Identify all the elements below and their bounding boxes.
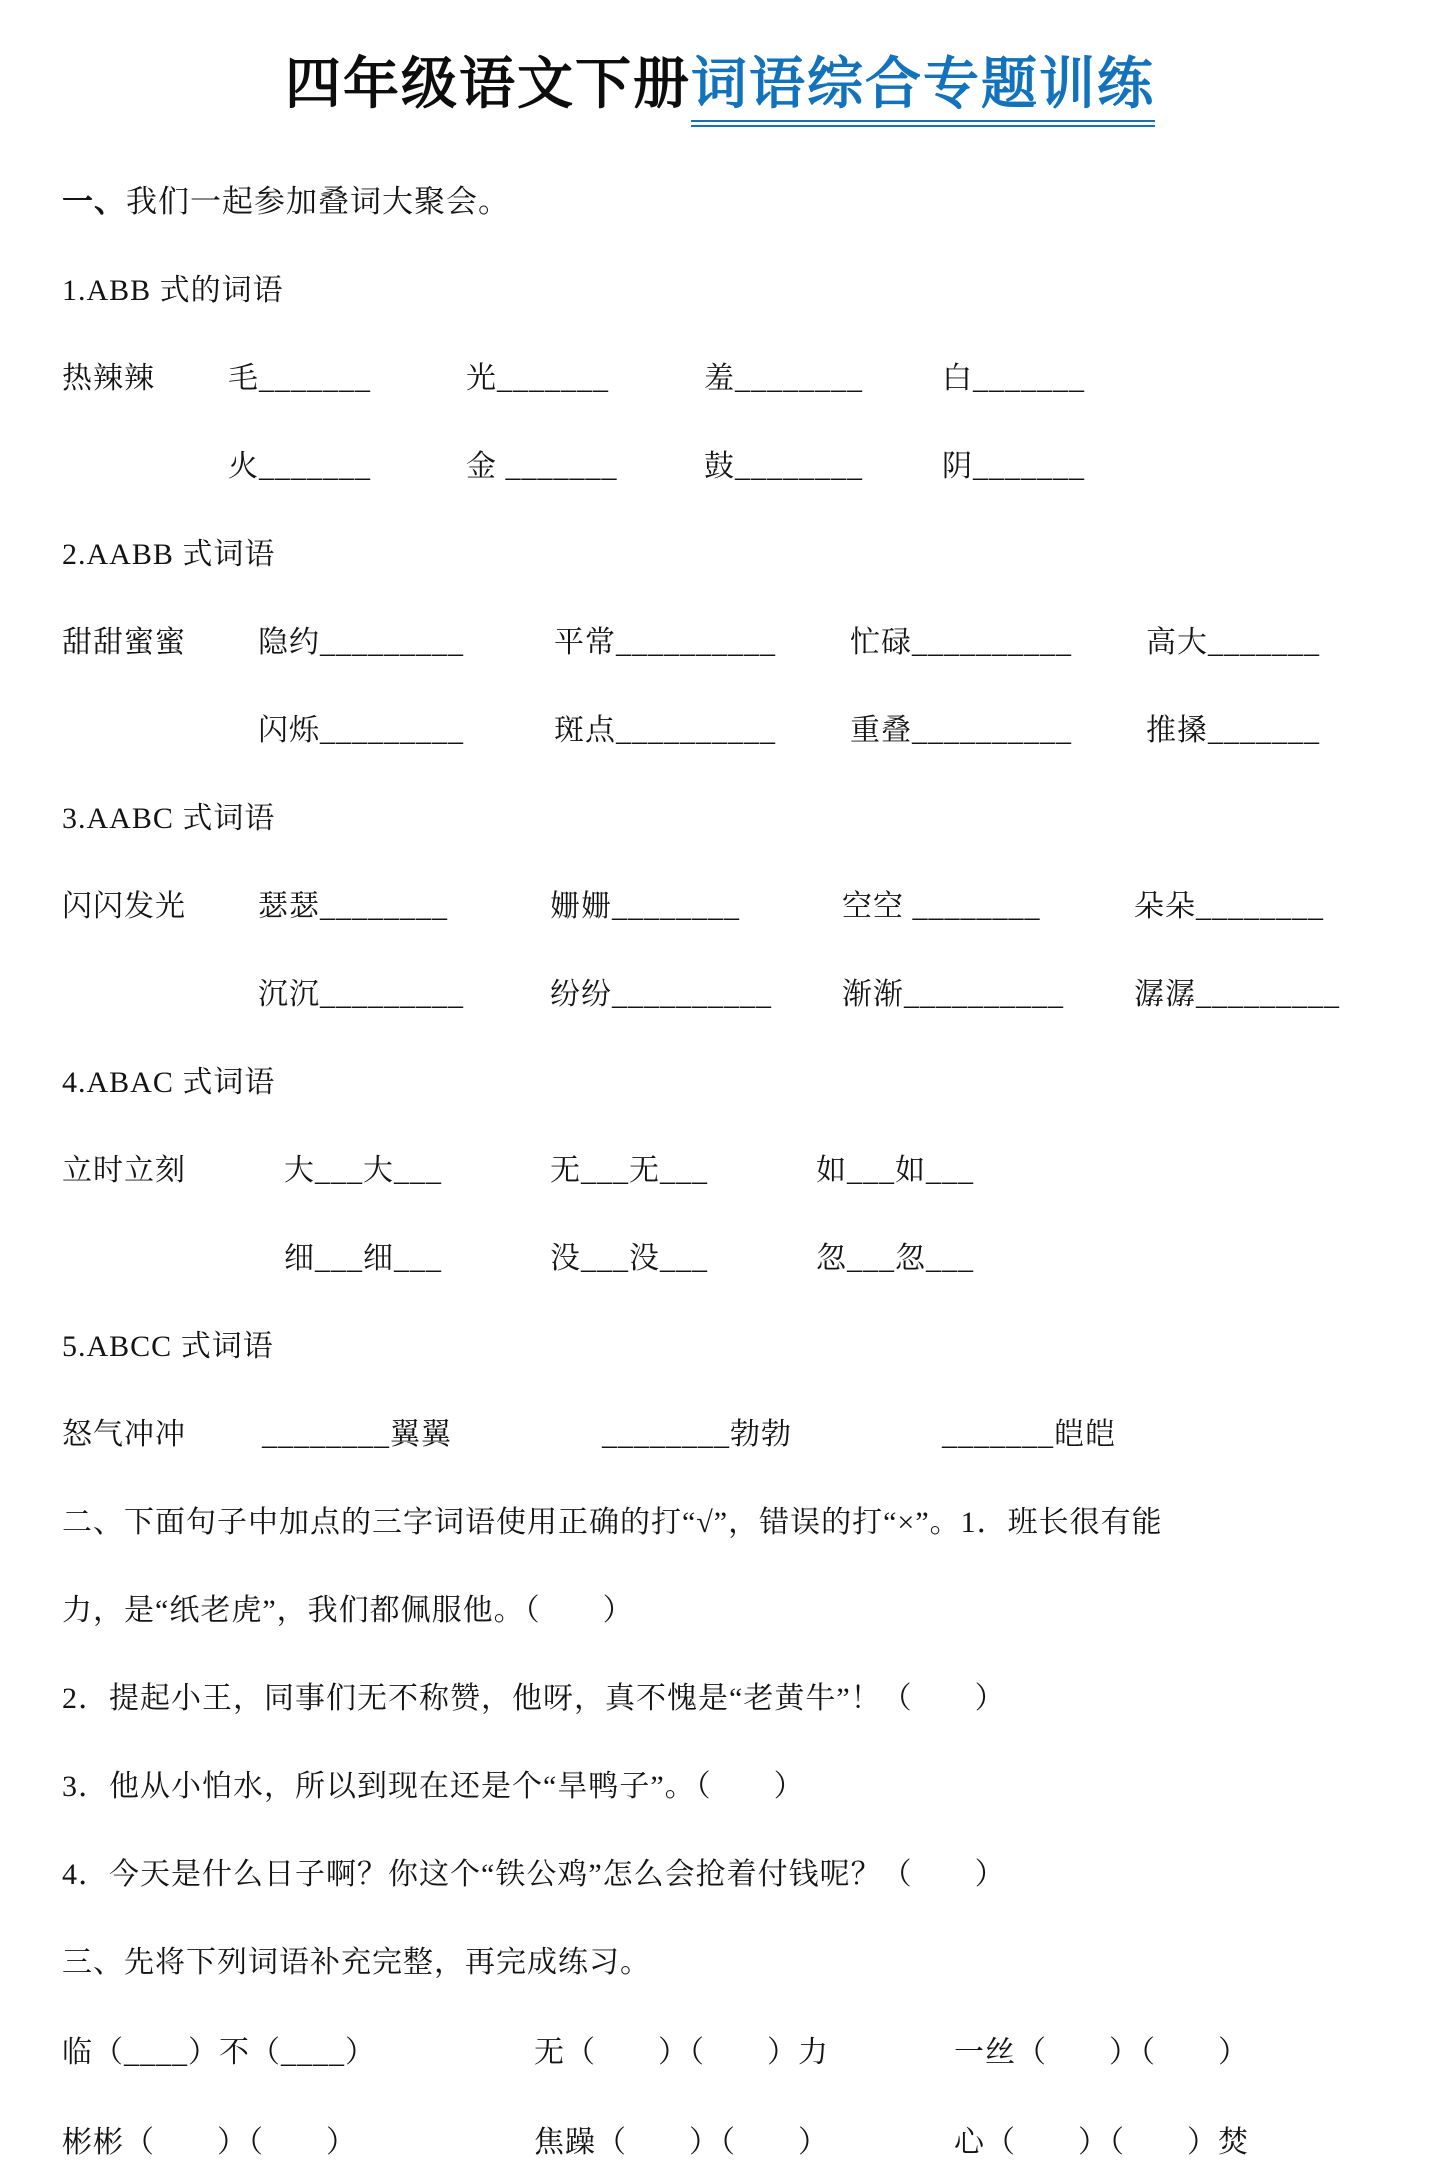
fill-blank: _______皑皑 <box>942 1418 1116 1451</box>
example-word: 甜甜蜜蜜 <box>62 626 186 659</box>
section-3-heading: 三、先将下列词语补充完整，再完成练习。 <box>62 1946 651 1979</box>
fill-blank: ________勃勃 <box>602 1418 792 1451</box>
fill-blank: 光_______ <box>466 362 609 395</box>
fill-blank: 潺潺_________ <box>1134 978 1340 1011</box>
fill-blank: 忙碌__________ <box>850 626 1072 659</box>
fill-blank: 渐渐__________ <box>842 978 1064 1011</box>
word-completion: 焦躁（ ）（ ） <box>534 2126 829 2159</box>
title-black-part: 四年级语文下册 <box>285 52 691 115</box>
section-1-heading <box>62 176 1378 221</box>
fill-blank: 平常__________ <box>554 626 776 659</box>
section-1-text: 我们一起参加叠词大聚会。 <box>126 184 510 219</box>
fill-blank: 隐约_________ <box>258 626 464 659</box>
word-completion: 彬彬（ ）（ ） <box>62 2126 357 2159</box>
fill-blank: 斑点__________ <box>554 714 776 747</box>
judge-item-3: 3．他从小怕水，所以到现在还是个“旱鸭子”。（ ） <box>62 1770 805 1803</box>
aabb-row-2 <box>62 705 1378 749</box>
example-word: 立时立刻 <box>62 1154 186 1187</box>
title-blue-part: 词语综合专题训练 <box>691 52 1155 127</box>
fill-blank: 朵朵________ <box>1134 890 1324 923</box>
page-title <box>62 40 1378 120</box>
group-abcc-label: 5.ABCC 式词语 <box>62 1330 274 1363</box>
complete-words-row-2 <box>62 2117 1378 2161</box>
group-abac-label: 4.ABAC 式词语 <box>62 1066 276 1099</box>
fill-blank: 空空 ________ <box>842 890 1041 923</box>
fill-blank: 火_______ <box>228 450 371 483</box>
fill-blank: 毛_______ <box>228 362 371 395</box>
fill-blank: 没___没___ <box>550 1242 708 1275</box>
aabc-row-2 <box>62 969 1378 1013</box>
abcc-row-1 <box>62 1409 1378 1453</box>
group-aabb-label: 2.AABB 式词语 <box>62 538 276 571</box>
abb-row-1 <box>62 353 1378 397</box>
fill-blank: 忽___忽___ <box>816 1242 974 1275</box>
example-word: 热辣辣 <box>62 362 155 395</box>
example-word: 闪闪发光 <box>62 890 186 923</box>
section-2-heading-line-2: 力，是“纸老虎”，我们都佩服他。（ ） <box>62 1594 634 1627</box>
word-completion: 临（____）不（____） <box>62 2036 376 2069</box>
fill-blank: 姗姗________ <box>550 890 740 923</box>
word-completion: 心（ ）（ ）焚 <box>954 2126 1249 2159</box>
judge-item-2: 2．提起小王，同事们无不称赞，他呀，真不愧是“老黄牛”！（ ） <box>62 1682 1006 1715</box>
fill-blank: 推搡_______ <box>1146 714 1320 747</box>
judge-item-4: 4．今天是什么日子啊？你这个“铁公鸡”怎么会抢着付钱呢？（ ） <box>62 1858 1006 1891</box>
abb-row-2 <box>62 441 1378 485</box>
abac-row-2 <box>62 1233 1378 1277</box>
fill-blank: 细___细___ <box>284 1242 442 1275</box>
section-2-heading-line-1: 二、下面句子中加点的三字词语使用正确的打“√”，错误的打“×”。1．班长很有能 <box>62 1506 1163 1539</box>
fill-blank: 无___无___ <box>550 1154 708 1187</box>
aabb-row-1 <box>62 617 1378 661</box>
fill-blank: 金 _______ <box>466 450 618 483</box>
fill-blank: 重叠__________ <box>850 714 1072 747</box>
fill-blank: 如___如___ <box>816 1154 974 1187</box>
aabc-row-1 <box>62 881 1378 925</box>
fill-blank: 瑟瑟________ <box>258 890 448 923</box>
word-completion: 无（ ）（ ）力 <box>534 2036 829 2069</box>
complete-words-row-1 <box>62 2027 1378 2071</box>
word-completion: 一丝（ ）（ ） <box>954 2036 1249 2069</box>
section-1-number: 一、 <box>62 184 126 219</box>
fill-blank: 阴_______ <box>942 450 1085 483</box>
fill-blank: ________翼翼 <box>262 1418 452 1451</box>
fill-blank: 沉沉_________ <box>258 978 464 1011</box>
fill-blank: 白_______ <box>942 362 1085 395</box>
abac-row-1 <box>62 1145 1378 1189</box>
fill-blank: 纷纷__________ <box>550 978 772 1011</box>
fill-blank: 大___大___ <box>284 1154 442 1187</box>
fill-blank: 鼓________ <box>704 450 863 483</box>
fill-blank: 高大_______ <box>1146 626 1320 659</box>
example-word: 怒气冲冲 <box>62 1418 186 1451</box>
fill-blank: 羞________ <box>704 362 863 395</box>
fill-blank: 闪烁_________ <box>258 714 464 747</box>
group-aabc-label: 3.AABC 式词语 <box>62 802 276 835</box>
group-abb-label: 1.ABB 式的词语 <box>62 274 284 307</box>
